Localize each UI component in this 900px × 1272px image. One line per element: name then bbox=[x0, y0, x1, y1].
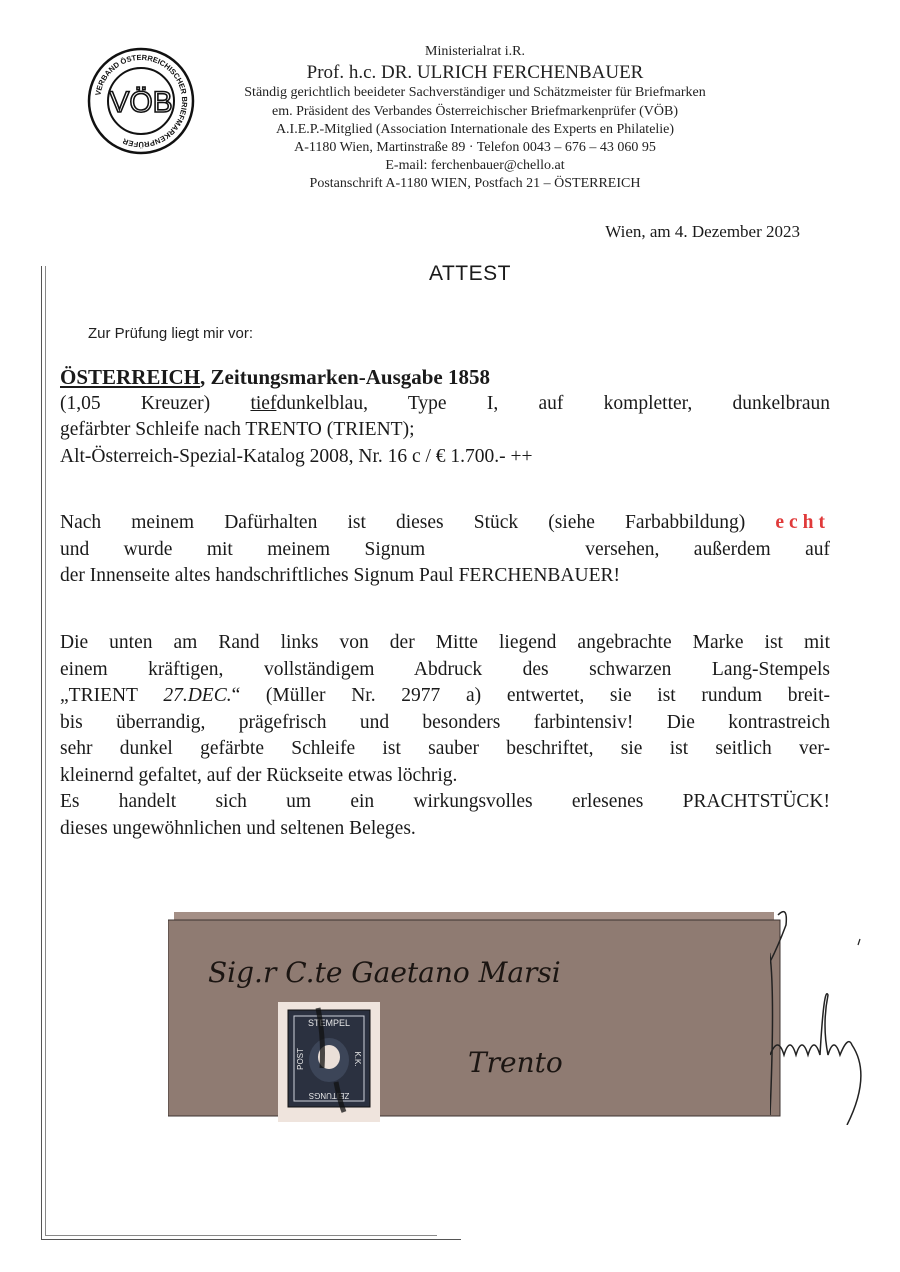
item-catalog: Alt-Österreich-Spezial-Katalog 2008, Nr. 16 c / € 1.700.- ++ bbox=[60, 445, 533, 467]
svg-text:Trento: Trento bbox=[468, 1046, 563, 1079]
echt-verdict: echt bbox=[775, 512, 830, 533]
letterhead-line2: em. Präsident des Verbandes Österreichischer Briefmarkenprüfer (VÖB) bbox=[272, 104, 678, 119]
description-line: einem kräftigen, vollständigem Abdruck des schwarzen Lang-Stempels bbox=[60, 658, 830, 680]
description-line: Es handelt sich um ein wirkungsvolles erlesenes PRACHTSTÜCK! bbox=[60, 791, 830, 812]
svg-text:STEMPEL: STEMPEL bbox=[307, 1018, 351, 1028]
description-block bbox=[60, 630, 830, 842]
letterhead-email[interactable]: E-mail: ferchenbauer@chello.at bbox=[385, 158, 565, 173]
document-title: ATTEST bbox=[429, 262, 511, 285]
letterhead-postal: Postanschrift A-1180 WIEN, Postfach 21 – ÖSTERREICH bbox=[309, 176, 641, 191]
letterhead-line1: Ständig gerichtlich beeideter Sachverständiger und Schätzmeister für Briefmarken bbox=[244, 85, 706, 100]
letterhead-line3: A.I.E.P.-Mitglied (Association Internationale des Experts en Philatelie) bbox=[275, 122, 675, 137]
description-line: dieses ungewöhnlichen und seltenen Beleges. bbox=[60, 817, 416, 839]
letterhead-rank: Ministerialrat i.R. bbox=[425, 44, 525, 59]
item-block bbox=[60, 364, 830, 470]
description-line: „TRIENT 27.DEC.“ (Müller Nr. 2977 a) entwertet, sie ist rundum breit- bbox=[60, 685, 831, 706]
description-line: kleinernd gefaltet, auf der Rückseite etwas löchrig. bbox=[60, 764, 458, 786]
frame-border bbox=[41, 1239, 461, 1240]
description-line: bis überrandig, prägefrisch und besonders farbintensiv! Die kontrastreich bbox=[60, 711, 830, 733]
newspaper-wrapper-image bbox=[168, 912, 788, 1122]
svg-text:POST: POST bbox=[296, 1048, 305, 1070]
letterhead-address: A-1180 Wien, Martinstraße 89 · Telefon 0043 – 676 – 43 060 95 bbox=[294, 140, 656, 155]
svg-text:VERBAND ÖSTERREICHISCHER BRIEF: VERBAND ÖSTERREICHISCHER BRIEFMARKENPRÜFER bbox=[93, 52, 190, 150]
item-heading: ÖSTERREICH, Zeitungsmarken-Ausgabe 1858 bbox=[60, 365, 490, 389]
item-line: gefärbter Schleife nach TRENTO (TRIENT); bbox=[60, 419, 415, 440]
frame-border bbox=[45, 1235, 437, 1236]
svg-text:ZEITUNGS: ZEITUNGS bbox=[308, 1091, 350, 1100]
stamp-image bbox=[278, 1002, 380, 1122]
letterhead-name: Prof. h.c. DR. ULRICH FERCHENBAUER bbox=[306, 62, 644, 83]
svg-text:K.K.: K.K. bbox=[353, 1051, 362, 1067]
svg-text:Sig.r C.te Gaetano Marsi: Sig.r C.te Gaetano Marsi bbox=[208, 956, 561, 989]
svg-text:VÖB: VÖB bbox=[109, 86, 173, 119]
opinion-line: und wurde mit meinem Signum versehen, außerdem auf bbox=[60, 538, 830, 560]
intro-text: Zur Prüfung liegt mir vor: bbox=[88, 325, 254, 342]
frame-border bbox=[45, 266, 46, 1236]
opinion-line: Nach meinem Dafürhalten ist dieses Stück (siehe Farbabbildung) echt bbox=[60, 512, 830, 533]
item-line: (1,05 Kreuzer) tiefdunkelblau, Type I, auf kompletter, dunkelbraun bbox=[60, 392, 830, 414]
opinion-line: der Innenseite altes handschriftliches Signum Paul FERCHENBAUER! bbox=[60, 565, 620, 586]
voeb-seal-logo bbox=[86, 46, 196, 156]
frame-border bbox=[41, 266, 42, 1240]
expert-signature bbox=[770, 905, 900, 1125]
opinion-block bbox=[60, 510, 830, 590]
document-date: Wien, am 4. Dezember 2023 bbox=[605, 222, 800, 241]
description-line: Die unten am Rand links von der Mitte liegend angebrachte Marke ist mit bbox=[60, 632, 830, 653]
description-line: sehr dunkel gefärbte Schleife ist sauber beschriftet, sie ist seitlich ver- bbox=[60, 738, 830, 759]
